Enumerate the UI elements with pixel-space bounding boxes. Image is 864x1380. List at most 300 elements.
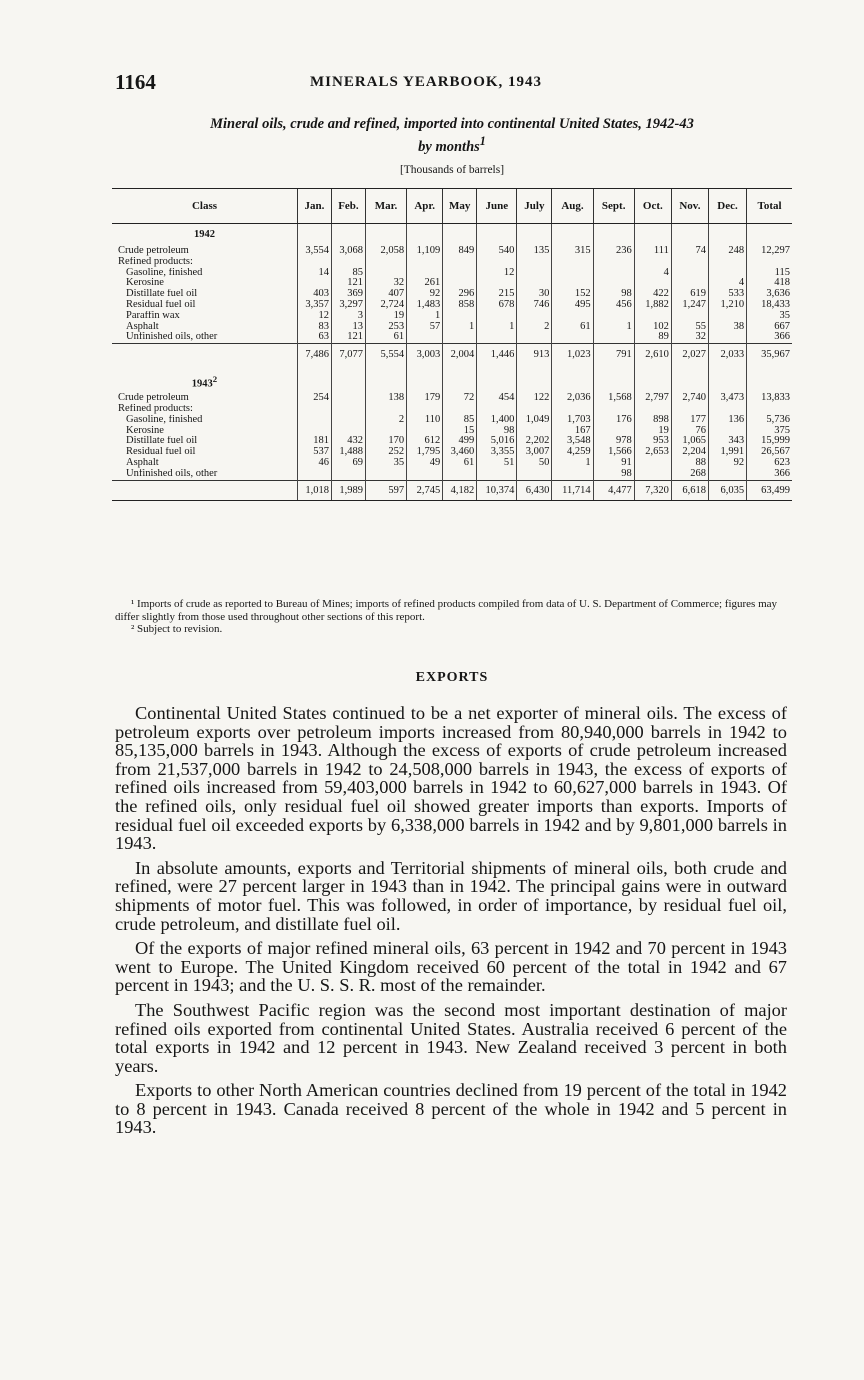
value-cell: 1,795 xyxy=(407,447,443,458)
value-cell: 4 xyxy=(708,278,746,289)
value-cell: 2,653 xyxy=(634,447,671,458)
value-cell: 19 xyxy=(365,311,406,322)
value-cell xyxy=(708,426,746,437)
value-cell: 454 xyxy=(477,393,517,404)
value-cell xyxy=(297,278,331,289)
value-cell xyxy=(365,404,406,415)
value-cell: 4 xyxy=(634,268,671,279)
value-cell xyxy=(443,311,477,322)
value-cell: 403 xyxy=(297,289,331,300)
value-cell: 13,833 xyxy=(747,393,792,404)
row-label: Kerosine xyxy=(126,425,164,436)
value-cell: 61 xyxy=(365,332,406,343)
empty-cell xyxy=(708,224,746,247)
table-body xyxy=(112,224,792,501)
value-cell xyxy=(552,311,593,322)
value-cell: 254 xyxy=(297,393,331,404)
value-cell xyxy=(593,426,634,437)
value-cell: 176 xyxy=(593,415,634,426)
value-cell xyxy=(443,404,477,415)
value-cell: 366 xyxy=(747,332,792,343)
empty-cell xyxy=(297,371,331,393)
footnote-2: ² Subject to revision. xyxy=(131,623,223,635)
value-cell xyxy=(517,268,552,279)
value-cell xyxy=(477,469,517,480)
table-row xyxy=(112,311,792,322)
value-cell xyxy=(443,257,477,268)
total-cell: 4,477 xyxy=(593,480,634,500)
value-cell: 167 xyxy=(552,426,593,437)
total-cell: 63,499 xyxy=(747,480,792,500)
value-cell xyxy=(708,311,746,322)
value-cell: 1 xyxy=(552,458,593,469)
column-header: Feb. xyxy=(331,189,365,224)
table-row xyxy=(112,257,792,268)
imports-table-container xyxy=(112,188,792,501)
value-cell: 667 xyxy=(747,322,792,333)
total-cell: 2,033 xyxy=(708,344,746,372)
row-label: Asphalt xyxy=(126,321,159,332)
value-cell: 1 xyxy=(477,322,517,333)
value-cell: 236 xyxy=(593,246,634,257)
table-title-line-1: Mineral oils, crude and refined, imported into continental United States, 1942-43 xyxy=(210,116,694,132)
total-cell: 10,374 xyxy=(477,480,517,500)
value-cell: 1,566 xyxy=(593,447,634,458)
value-cell: 30 xyxy=(517,289,552,300)
value-cell: 678 xyxy=(477,300,517,311)
table-row xyxy=(112,458,792,469)
value-cell: 122 xyxy=(517,393,552,404)
value-cell: 296 xyxy=(443,289,477,300)
column-header: Sept. xyxy=(593,189,634,224)
value-cell: 248 xyxy=(708,246,746,257)
column-header: Aug. xyxy=(552,189,593,224)
value-cell xyxy=(747,404,792,415)
value-cell: 540 xyxy=(477,246,517,257)
value-cell xyxy=(331,469,365,480)
section-heading: EXPORTS xyxy=(415,670,489,685)
value-cell: 98 xyxy=(593,469,634,480)
value-cell xyxy=(708,404,746,415)
value-cell xyxy=(407,332,443,343)
total-cell: 6,430 xyxy=(517,480,552,500)
value-cell xyxy=(634,311,671,322)
value-cell: 858 xyxy=(443,300,477,311)
value-cell: 3,297 xyxy=(331,300,365,311)
value-cell xyxy=(708,332,746,343)
value-cell: 432 xyxy=(331,436,365,447)
value-cell: 537 xyxy=(297,447,331,458)
total-cell: 2,004 xyxy=(443,344,477,372)
column-header: Class xyxy=(112,189,297,224)
value-cell xyxy=(593,278,634,289)
value-cell xyxy=(634,257,671,268)
value-cell: 953 xyxy=(634,436,671,447)
table-row xyxy=(112,246,792,257)
value-cell: 3,357 xyxy=(297,300,331,311)
value-cell xyxy=(365,257,406,268)
value-cell: 1 xyxy=(407,311,443,322)
value-cell: 1,210 xyxy=(708,300,746,311)
value-cell: 32 xyxy=(671,332,708,343)
paragraph: The Southwest Pacific region was the second most important destination of major refined oils exported from continental United States. Australia received 6 percent of the total exports in 1942 and 12 percent in 1943. New Zealand received 3 percent in both years. xyxy=(115,999,787,1076)
value-cell: 2 xyxy=(517,322,552,333)
table-row xyxy=(112,436,792,447)
empty-cell xyxy=(671,224,708,247)
value-cell xyxy=(634,469,671,480)
value-cell xyxy=(331,393,365,404)
empty-cell xyxy=(331,371,365,393)
body-text xyxy=(115,704,787,1143)
value-cell xyxy=(593,332,634,343)
value-cell xyxy=(365,268,406,279)
value-cell: 3,548 xyxy=(552,436,593,447)
empty-cell xyxy=(634,371,671,393)
value-cell: 72 xyxy=(443,393,477,404)
row-label: Distillate fuel oil xyxy=(126,436,198,447)
total-cell: 791 xyxy=(593,344,634,372)
value-cell: 898 xyxy=(634,415,671,426)
value-cell: 612 xyxy=(407,436,443,447)
table-row xyxy=(112,322,792,333)
value-cell xyxy=(331,257,365,268)
total-cell: 2,610 xyxy=(634,344,671,372)
empty-cell xyxy=(477,371,517,393)
value-cell: 1,703 xyxy=(552,415,593,426)
row-label: Unfinished oils, other xyxy=(126,468,218,479)
value-cell xyxy=(552,268,593,279)
value-cell xyxy=(365,426,406,437)
total-cell: 2,745 xyxy=(407,480,443,500)
empty-cell xyxy=(297,224,331,247)
value-cell: 1 xyxy=(593,322,634,333)
value-cell xyxy=(477,404,517,415)
table-title xyxy=(112,116,792,156)
column-header: July xyxy=(517,189,552,224)
value-cell: 619 xyxy=(671,289,708,300)
empty-cell xyxy=(331,224,365,247)
value-cell: 49 xyxy=(407,458,443,469)
total-cell: 7,320 xyxy=(634,480,671,500)
value-cell xyxy=(517,278,552,289)
empty-cell xyxy=(517,371,552,393)
imports-table xyxy=(112,188,792,501)
table-title-footnote-mark: 1 xyxy=(479,134,486,148)
value-cell: 499 xyxy=(443,436,477,447)
value-cell: 746 xyxy=(517,300,552,311)
value-cell: 2,036 xyxy=(552,393,593,404)
row-label: Refined products: xyxy=(118,403,193,414)
value-cell: 152 xyxy=(552,289,593,300)
value-cell xyxy=(747,257,792,268)
value-cell: 2,058 xyxy=(365,246,406,257)
value-cell: 102 xyxy=(634,322,671,333)
value-cell: 179 xyxy=(407,393,443,404)
value-cell xyxy=(708,469,746,480)
running-title: MINERALS YEARBOOK, 1943 xyxy=(310,74,543,90)
column-header: May xyxy=(443,189,477,224)
value-cell: 315 xyxy=(552,246,593,257)
table-row xyxy=(112,415,792,426)
value-cell xyxy=(407,426,443,437)
column-header: Oct. xyxy=(634,189,671,224)
total-cell: 7,077 xyxy=(331,344,365,372)
value-cell xyxy=(477,278,517,289)
value-cell: 13 xyxy=(331,322,365,333)
row-label: Refined products: xyxy=(118,256,193,267)
paragraph: In absolute amounts, exports and Territorial shipments of mineral oils, both crude and refined, were 27 percent larger in 1943 than in 1942. The principal gains were in outward shipments of motor fuel. This was followed, in order of importance, by residual fuel oil, crude petroleum, and distillate fuel oil. xyxy=(115,857,787,934)
value-cell: 12,297 xyxy=(747,246,792,257)
value-cell: 418 xyxy=(747,278,792,289)
value-cell xyxy=(517,311,552,322)
table-row xyxy=(112,268,792,279)
value-cell: 978 xyxy=(593,436,634,447)
value-cell: 177 xyxy=(671,415,708,426)
empty-cell xyxy=(747,371,792,393)
column-header: Apr. xyxy=(407,189,443,224)
value-cell: 32 xyxy=(365,278,406,289)
value-cell: 495 xyxy=(552,300,593,311)
empty-cell xyxy=(747,224,792,247)
value-cell: 3,473 xyxy=(708,393,746,404)
total-cell: 11,714 xyxy=(552,480,593,500)
empty-cell xyxy=(593,371,634,393)
value-cell: 76 xyxy=(671,426,708,437)
total-cell: 7,486 xyxy=(297,344,331,372)
value-cell: 5,736 xyxy=(747,415,792,426)
value-cell: 92 xyxy=(407,289,443,300)
value-cell: 1,488 xyxy=(331,447,365,458)
value-cell: 1,991 xyxy=(708,447,746,458)
table-row xyxy=(112,289,792,300)
value-cell: 121 xyxy=(331,332,365,343)
value-cell: 456 xyxy=(593,300,634,311)
value-cell: 50 xyxy=(517,458,552,469)
empty-cell xyxy=(552,224,593,247)
empty-cell xyxy=(365,224,406,247)
total-cell: 597 xyxy=(365,480,406,500)
total-cell: 1,989 xyxy=(331,480,365,500)
value-cell: 91 xyxy=(593,458,634,469)
value-cell: 3,007 xyxy=(517,447,552,458)
table-row xyxy=(112,426,792,437)
value-cell xyxy=(552,469,593,480)
value-cell xyxy=(477,332,517,343)
value-cell: 63 xyxy=(297,332,331,343)
table-row xyxy=(112,332,792,343)
value-cell: 38 xyxy=(708,322,746,333)
row-label: Asphalt xyxy=(126,457,159,468)
value-cell: 15,999 xyxy=(747,436,792,447)
value-cell: 623 xyxy=(747,458,792,469)
empty-cell xyxy=(443,224,477,247)
value-cell xyxy=(552,278,593,289)
value-cell xyxy=(593,257,634,268)
value-cell: 407 xyxy=(365,289,406,300)
total-cell: 4,182 xyxy=(443,480,477,500)
value-cell xyxy=(671,257,708,268)
value-cell: 1,049 xyxy=(517,415,552,426)
table-row xyxy=(112,278,792,289)
empty-cell xyxy=(634,224,671,247)
value-cell: 1,247 xyxy=(671,300,708,311)
value-cell: 375 xyxy=(747,426,792,437)
column-header: Total xyxy=(747,189,792,224)
value-cell: 98 xyxy=(477,426,517,437)
value-cell: 369 xyxy=(331,289,365,300)
value-cell: 1 xyxy=(443,322,477,333)
value-cell xyxy=(708,268,746,279)
value-cell: 14 xyxy=(297,268,331,279)
total-cell: 6,618 xyxy=(671,480,708,500)
total-cell: 913 xyxy=(517,344,552,372)
value-cell xyxy=(443,278,477,289)
value-cell: 2,740 xyxy=(671,393,708,404)
value-cell: 1,882 xyxy=(634,300,671,311)
value-cell: 2,724 xyxy=(365,300,406,311)
value-cell xyxy=(671,278,708,289)
value-cell: 422 xyxy=(634,289,671,300)
empty-cell xyxy=(517,224,552,247)
value-cell: 3,636 xyxy=(747,289,792,300)
total-cell: 1,023 xyxy=(552,344,593,372)
value-cell xyxy=(477,311,517,322)
value-cell: 343 xyxy=(708,436,746,447)
column-header: Jan. xyxy=(297,189,331,224)
paragraph: Of the exports of major refined mineral oils, 63 percent in 1942 and 70 percent in 1943 went to Europe. The United Kingdom received 60 percent of the total in 1942 and 67 percent in 1943; and the U. S. S. R. most of the remainder. xyxy=(115,938,787,996)
value-cell xyxy=(593,311,634,322)
empty-cell xyxy=(708,371,746,393)
value-cell: 138 xyxy=(365,393,406,404)
value-cell xyxy=(517,332,552,343)
value-cell: 533 xyxy=(708,289,746,300)
value-cell: 181 xyxy=(297,436,331,447)
column-header: Nov. xyxy=(671,189,708,224)
page-number: 1164 xyxy=(115,70,156,94)
row-label: Residual fuel oil xyxy=(126,447,196,458)
empty-cell xyxy=(552,371,593,393)
empty-cell xyxy=(477,224,517,247)
value-cell: 3 xyxy=(331,311,365,322)
total-cell: 35,967 xyxy=(747,344,792,372)
value-cell xyxy=(552,332,593,343)
value-cell xyxy=(297,257,331,268)
value-cell: 3,355 xyxy=(477,447,517,458)
year-row xyxy=(112,224,792,247)
footnote-1: ¹ Imports of crude as reported to Bureau of Mines; imports of refined products compiled from data of U. S. Department of Commerce; figures may differ slightly from those used throughout other sections of this report. xyxy=(115,598,778,623)
value-cell: 85 xyxy=(443,415,477,426)
table-row xyxy=(112,469,792,480)
value-cell xyxy=(552,404,593,415)
row-label: Residual fuel oil xyxy=(126,299,196,310)
column-header: June xyxy=(477,189,517,224)
row-label: Gasoline, finished xyxy=(126,414,203,425)
value-cell xyxy=(477,257,517,268)
value-cell: 1,065 xyxy=(671,436,708,447)
value-cell xyxy=(634,458,671,469)
value-cell: 15 xyxy=(443,426,477,437)
total-row xyxy=(112,480,792,500)
value-cell xyxy=(365,469,406,480)
row-label: Paraffin wax xyxy=(126,310,180,321)
value-cell: 85 xyxy=(331,268,365,279)
row-label: Crude petroleum xyxy=(118,393,189,404)
value-cell xyxy=(443,268,477,279)
row-label: Unfinished oils, other xyxy=(126,332,218,343)
value-cell: 88 xyxy=(671,458,708,469)
value-cell xyxy=(331,415,365,426)
value-cell: 89 xyxy=(634,332,671,343)
row-label: Distillate fuel oil xyxy=(126,289,198,300)
value-cell: 366 xyxy=(747,469,792,480)
value-cell: 253 xyxy=(365,322,406,333)
value-cell: 26,567 xyxy=(747,447,792,458)
paragraph: Exports to other North American countries declined from 19 percent of the total in 1942 to 8 percent in 1943. Canada received 8 percent of the whole in 1942 and 5 percent in 1943. xyxy=(115,1080,787,1138)
value-cell xyxy=(297,469,331,480)
table-row xyxy=(112,393,792,404)
total-row xyxy=(112,344,792,372)
value-cell: 268 xyxy=(671,469,708,480)
value-cell: 2,204 xyxy=(671,447,708,458)
value-cell xyxy=(443,332,477,343)
value-cell: 55 xyxy=(671,322,708,333)
value-cell: 57 xyxy=(407,322,443,333)
empty-cell xyxy=(593,224,634,247)
value-cell xyxy=(634,404,671,415)
running-head xyxy=(115,70,755,98)
value-cell xyxy=(671,311,708,322)
empty-cell xyxy=(671,371,708,393)
value-cell: 12 xyxy=(477,268,517,279)
year-label: 1942 xyxy=(193,228,215,240)
total-cell: 2,027 xyxy=(671,344,708,372)
value-cell: 849 xyxy=(443,246,477,257)
table-title-line-2: by months xyxy=(418,138,480,155)
value-cell: 2,797 xyxy=(634,393,671,404)
value-cell xyxy=(593,268,634,279)
table-row xyxy=(112,300,792,311)
row-label: Gasoline, finished xyxy=(126,267,203,278)
value-cell xyxy=(708,257,746,268)
value-cell: 35 xyxy=(747,311,792,322)
value-cell xyxy=(671,268,708,279)
value-cell: 18,433 xyxy=(747,300,792,311)
value-cell xyxy=(297,415,331,426)
value-cell xyxy=(517,469,552,480)
value-cell xyxy=(297,404,331,415)
value-cell: 1,483 xyxy=(407,300,443,311)
value-cell: 136 xyxy=(708,415,746,426)
value-cell xyxy=(443,469,477,480)
total-cell: 6,035 xyxy=(708,480,746,500)
value-cell: 92 xyxy=(708,458,746,469)
value-cell xyxy=(671,404,708,415)
row-label: Crude petroleum xyxy=(118,246,189,256)
value-cell: 61 xyxy=(443,458,477,469)
value-cell xyxy=(517,257,552,268)
value-cell: 19 xyxy=(634,426,671,437)
value-cell xyxy=(297,426,331,437)
table-units: [Thousands of barrels] xyxy=(399,164,505,176)
year-footnote-mark: 2 xyxy=(212,374,218,385)
empty-cell xyxy=(443,371,477,393)
value-cell: 4,259 xyxy=(552,447,593,458)
value-cell: 61 xyxy=(552,322,593,333)
value-cell xyxy=(407,469,443,480)
row-label: Kerosine xyxy=(126,278,164,289)
value-cell: 252 xyxy=(365,447,406,458)
value-cell: 121 xyxy=(331,278,365,289)
